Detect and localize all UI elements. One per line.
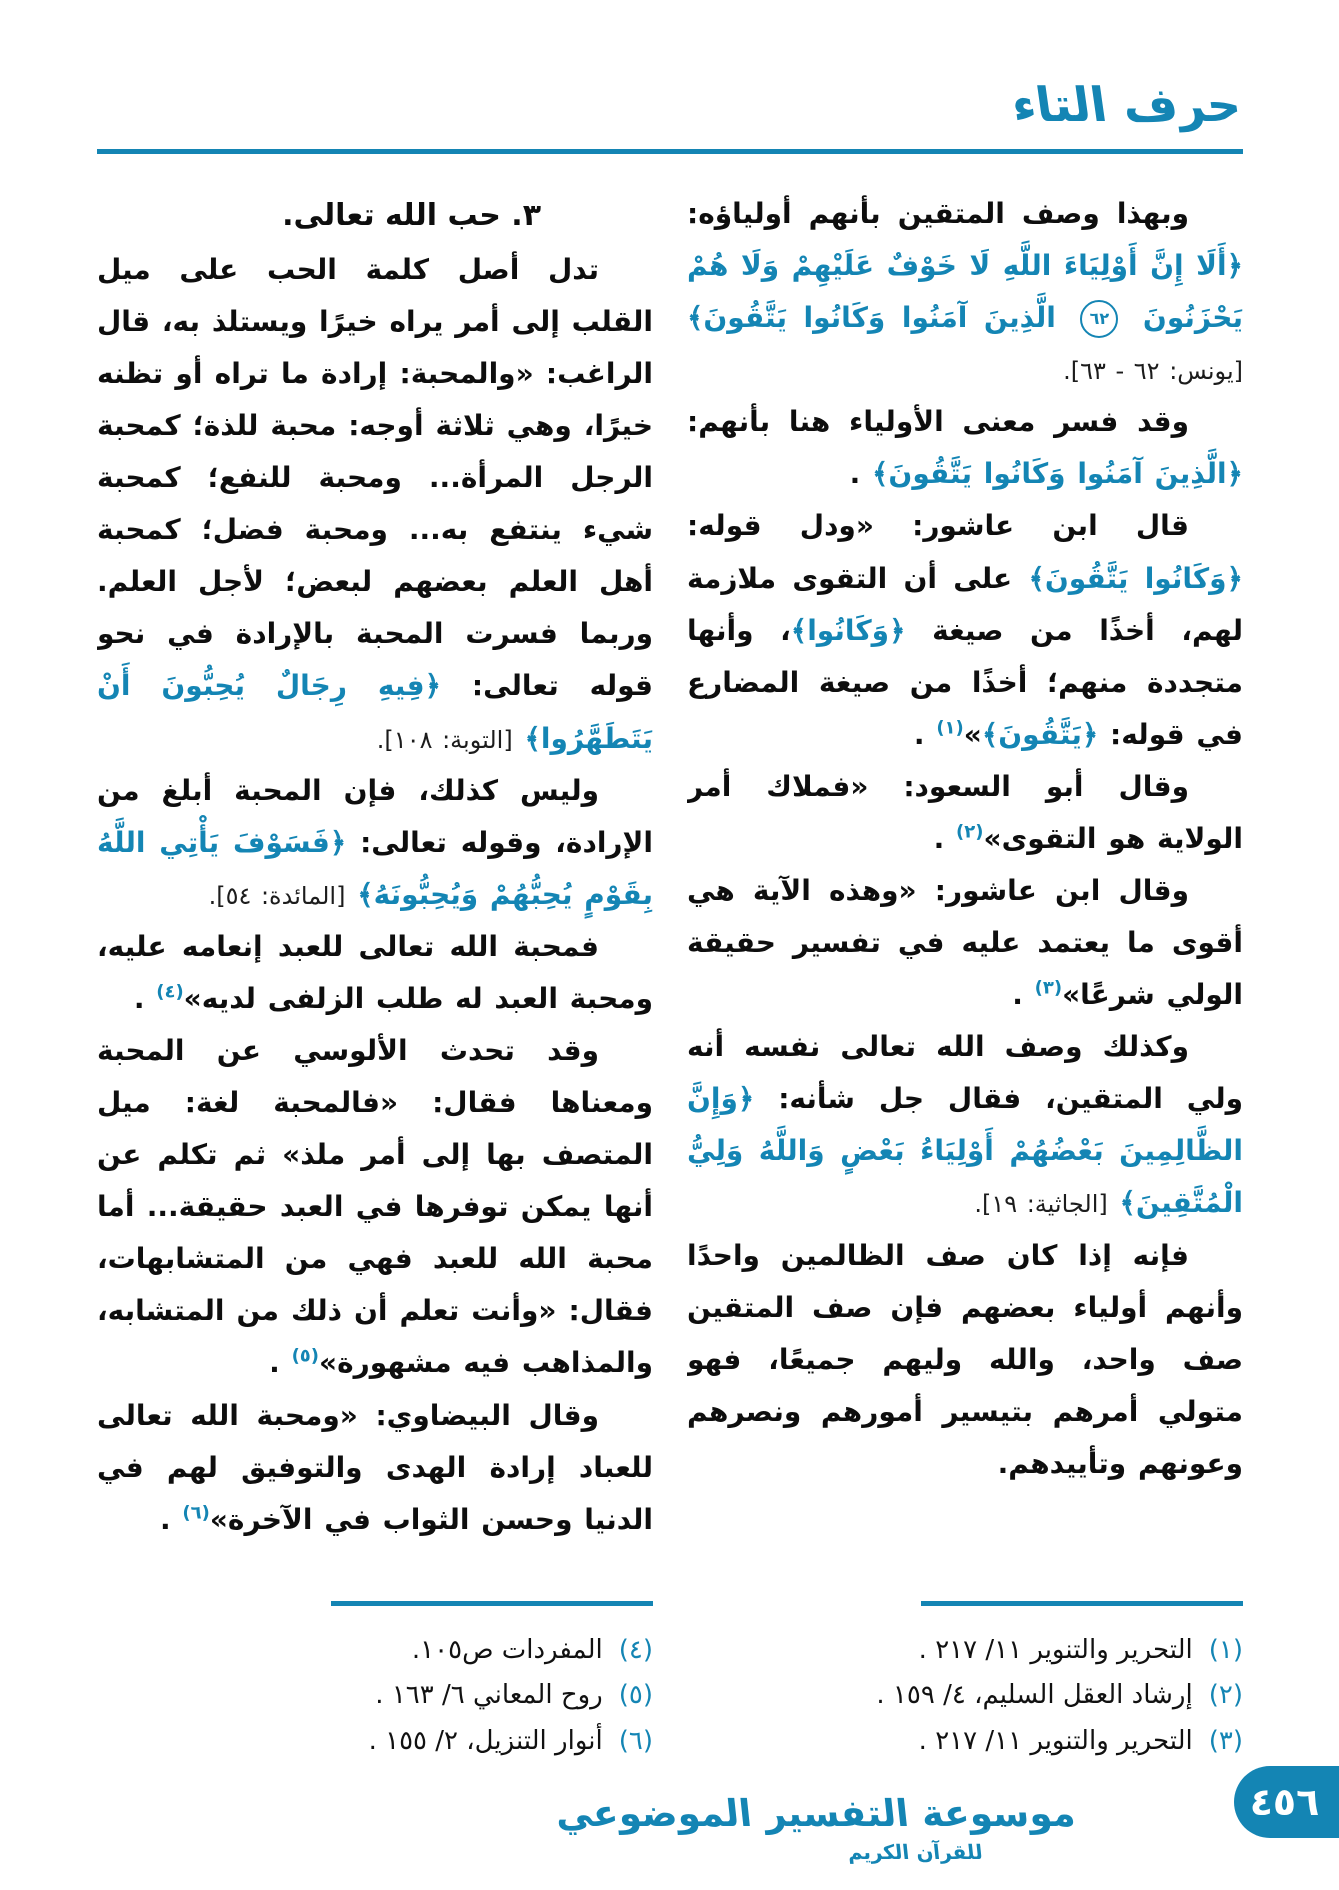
body-text: تدل أصل كلمة الحب على ميل القلب إلى أمر يراه خيرًا ويستلذ به، قال الراغب: «والمحبة: إرادة ما تراه أو تظنه خيرًا، وهي ثلاثة أوجه: محبة للذة؛ كمحبة الرجل المرأة... ومحبة للنفع؛ كمحبة شيء ينتفع به... ومحبة فضل؛ كمحبة أهل العلم بعضهم لبعض؛ لأجل العلم. وربما فسرت المحبة بالإرادة في نحو قوله تعالى: bbox=[97, 252, 653, 703]
footnote-marker: (٣) bbox=[1034, 977, 1063, 999]
right-column-footnotes bbox=[687, 1601, 1243, 1765]
quran-verse: ﴿وَكَانُوا﴾ bbox=[790, 613, 906, 647]
right-column-body bbox=[687, 188, 1243, 1601]
body-text: . bbox=[849, 457, 873, 491]
body-text: » bbox=[963, 717, 982, 751]
body-text: وقال البيضاوي: «ومحبة الله تعالى للعباد إرادة الهدى والتوفيق لهم في الدنيا وحسن الثواب في الآخرة» bbox=[97, 1398, 653, 1536]
body-text: قال ابن عاشور: «ودل قوله: bbox=[687, 509, 1189, 543]
body-text: وبهذا وصف المتقين بأنهم أولياؤه: bbox=[687, 197, 1189, 230]
footnote-number: (٢) bbox=[1208, 1680, 1243, 1710]
paragraph bbox=[687, 1021, 1243, 1229]
body-text: على أن التقوى ملازمة لهم، أخذًا من صيغة bbox=[687, 561, 1243, 647]
header-divider bbox=[97, 149, 1243, 154]
quran-verse: ﴿وَإِنَّ الظَّالِمِينَ بَعْضُهُمْ أَوْلِيَاءُ بَعْضٍ وَاللَّهُ وَلِيُّ الْمُتَّقِينَ﴾ bbox=[687, 1082, 1243, 1220]
paragraph bbox=[97, 1025, 653, 1390]
left-column-footnotes bbox=[97, 1601, 653, 1765]
quran-verse: ﴿فَسَوْفَ يَأْتِي اللَّهُ بِقَوْمٍ يُحِبُّهُمْ وَيُحِبُّونَهُ﴾ bbox=[97, 825, 653, 911]
footnote-text: المفردات ص١٠٥. bbox=[411, 1634, 603, 1665]
footnote-number: (٣) bbox=[1208, 1725, 1243, 1756]
footnote bbox=[687, 1719, 1243, 1765]
section-heading: ٣. حب الله تعالى. bbox=[282, 198, 541, 233]
body-text: وقال ابن عاشور: «وهذه الآية هي أقوى ما يعتمد عليه في تفسير حقيقة الولي شرعًا» bbox=[687, 874, 1243, 1012]
body-text: . bbox=[913, 717, 937, 751]
body-text: . bbox=[1012, 978, 1035, 1012]
footnote-number: (٦) bbox=[618, 1725, 653, 1756]
quran-verse: ﴿يَتَّقُونَ﴾ bbox=[981, 717, 1099, 751]
body-text: . bbox=[933, 821, 957, 855]
body-text: . bbox=[269, 1346, 292, 1380]
left-column-body bbox=[97, 188, 653, 1601]
quran-verse: ﴿الَّذِينَ آمَنُوا وَكَانُوا يَتَّقُونَ﴾ bbox=[872, 457, 1243, 491]
section-title: حرف التاء bbox=[1008, 78, 1245, 133]
paragraph bbox=[687, 500, 1243, 760]
body-text: وقال أبو السعود: «فملاك أمر الولاية هو التقوى» bbox=[687, 769, 1243, 855]
body-text: وليس كذلك، فإن المحبة أبلغ من الإرادة، وقوله تعالى: bbox=[97, 773, 653, 859]
footnote-marker: (٦) bbox=[182, 1502, 210, 1524]
body-text: فإنه إذا كان صف الظالمين واحدًا وأنهم أولياء بعضهم فإن صف المتقين صف واحد، والله وليهم جميعًا، فهو متولي أمرهم بتيسير أمورهم ونصرهم وعونهم وتأييدهم. bbox=[687, 1238, 1243, 1480]
footnote-marker: (٤) bbox=[156, 981, 184, 1003]
footnote bbox=[97, 1719, 653, 1765]
footnote-text: إرشاد العقل السليم، ٤/ ١٥٩ . bbox=[876, 1680, 1193, 1710]
paragraph bbox=[687, 761, 1243, 865]
left-column bbox=[97, 188, 653, 1764]
footnote bbox=[97, 1673, 653, 1719]
verse-reference: [يونس: ٦٢ - ٦٣]. bbox=[1063, 357, 1243, 386]
paragraph bbox=[687, 188, 1243, 396]
body-text: ، وأنها متجددة منهم؛ أخذًا من صيغة المضارع في قوله: bbox=[687, 613, 1243, 751]
verse-reference: [المائدة: ٥٤]. bbox=[208, 881, 346, 910]
book-logo-subtitle: للقرآن الكريم bbox=[846, 1840, 984, 1864]
footnote bbox=[97, 1628, 653, 1674]
footnote-list bbox=[687, 1628, 1243, 1765]
footnote-text: أنوار التنزيل، ٢/ ١٥٥ . bbox=[368, 1725, 603, 1756]
footnote-divider bbox=[331, 1601, 653, 1606]
footnote-marker: (٢) bbox=[956, 821, 984, 843]
right-column bbox=[687, 188, 1243, 1764]
verse-reference: [الجاثية: ١٩]. bbox=[974, 1190, 1108, 1219]
body-text: وقد فسر معنى الأولياء هنا بأنهم: bbox=[687, 405, 1189, 439]
ayah-number: ٦٢ bbox=[1080, 300, 1118, 338]
page-columns bbox=[97, 188, 1243, 1764]
body-text: . bbox=[133, 981, 157, 1015]
footnote-marker: (٥) bbox=[291, 1346, 320, 1368]
quran-verse: ﴿أَلَا إِنَّ أَوْلِيَاءَ اللَّهِ لَا خَوْفٌ عَلَيْهِمْ وَلَا هُمْ يَحْزَنُونَ bbox=[687, 249, 1243, 335]
footnote-number: (٤) bbox=[618, 1634, 653, 1665]
footnote-text: التحرير والتنوير ١١/ ٢١٧ . bbox=[918, 1634, 1193, 1665]
paragraph bbox=[97, 921, 653, 1025]
paragraph bbox=[97, 244, 653, 765]
footnote-text: روح المعاني ٦/ ١٦٣ . bbox=[375, 1680, 603, 1710]
body-text: وقد تحدث الألوسي عن المحبة ومعناها فقال: «فالمحبة لغة: ميل المتصف بها إلى أمر ملذ» ثم تكلم عن أنها يمكن توفرها في العبد حقيقة... أما محبة الله للعبد فهي من المتشابهات، فقال: «وأنت تعلم أن ذلك من المتشابه، والمذاهب فيه مشهورة» bbox=[97, 1033, 653, 1380]
quran-verse: الَّذِينَ آمَنُوا وَكَانُوا يَتَّقُونَ﴾ bbox=[687, 301, 1073, 335]
footnote bbox=[687, 1628, 1243, 1674]
footnote bbox=[687, 1673, 1243, 1719]
body-text: فمحبة الله تعالى للعبد إنعامه عليه، ومحبة العبد له طلب الزلفى لديه» bbox=[97, 929, 653, 1015]
book-logo-title: موسوعة التفسير الموضوعي bbox=[553, 1792, 1078, 1836]
paragraph bbox=[687, 865, 1243, 1021]
book-logo bbox=[553, 1792, 1078, 1864]
footnote-list bbox=[97, 1628, 653, 1765]
paragraph bbox=[687, 1230, 1243, 1490]
footnote-text: التحرير والتنوير ١١/ ٢١٧ . bbox=[918, 1725, 1193, 1756]
page-number-badge: ٤٥٦ bbox=[1234, 1766, 1339, 1838]
left-column-paragraphs bbox=[97, 244, 653, 1546]
paragraph bbox=[97, 1390, 653, 1546]
quran-verse: ﴿فِيهِ رِجَالٌ يُحِبُّونَ أَنْ يَتَطَهَّرُوا﴾ bbox=[97, 669, 653, 755]
paragraph bbox=[687, 396, 1243, 500]
footnote-number: (١) bbox=[1208, 1634, 1243, 1665]
verse-reference: [التوبة: ١٠٨]. bbox=[376, 725, 513, 754]
body-text: . bbox=[159, 1502, 183, 1536]
footnote-marker: (١) bbox=[936, 717, 964, 739]
body-text: وكذلك وصف الله تعالى نفسه أنه ولي المتقين، فقال جل شأنه: bbox=[687, 1030, 1243, 1116]
paragraph bbox=[97, 765, 653, 921]
footnote-number: (٥) bbox=[618, 1680, 653, 1710]
footnote-divider bbox=[921, 1601, 1243, 1606]
quran-verse: ﴿وَكَانُوا يَتَّقُونَ﴾ bbox=[1028, 561, 1243, 595]
